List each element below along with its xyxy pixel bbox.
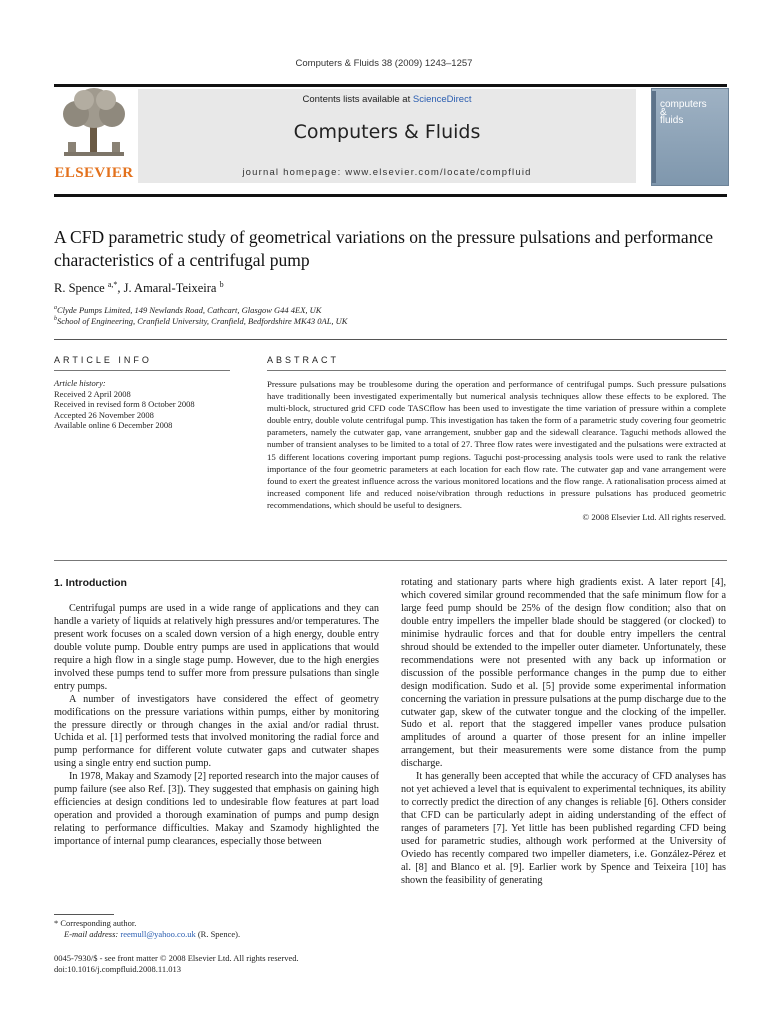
abstract-copyright: © 2008 Elsevier Ltd. All rights reserved. (582, 512, 726, 523)
body-paragraph: It has generally been accepted that while the accuracy of CFD analyses has not yet achieved a level that is equivalent to experimental techniques, its ability to correctly predict the direction of any changes is reliable [6]. Others consider that CFD can be particularly adept in aiding understanding of the effect of ranges of parameters [7]. Yet little has been published regarding CFD being used for parametric studies, although work performed at the University of Oviedo has recently compared two impeller diameters, i.e. González-Pérez et al. [8] and Blanco et al. [9]. Earlier work by Spence and Teixeira [10] has shown the feasibility of generating (401, 771, 726, 886)
body-paragraph: rotating and stationary parts where high gradients exist. A later report [4], which covered similar ground recommended that the safe minimum flow for a large feed pump should be 25% of the design flow condition; also that on double entry impellers the impeller blade should be staggered (or clocked) to minimise hydraulic forces and that for double entry impellers the central shroud should be extended to the impeller outer diameter. Unfortunately, these recommendations were not presented with any back up information or discussion of the possible performance changes in the pump due to either design modification. Sudo et al. [5] provide some experimental information concerning the variation in pressure pulsations at the pump discharge due to the cutwater gap, skew of the cutwater tongue and the clocking of the impeller. Sudo et al. report that the staggered impeller vanes produce pulsation amplitudes of around a quarter of those present for an inline impeller arrangement, but their measurements were some distance from the pump discharge. (401, 577, 726, 770)
author-affiliation-mark[interactable]: a,* (107, 280, 118, 289)
body-paragraph: Centrifugal pumps are used in a wide range of applications and they can handle a variety of liquids at relatively high pressures and/or temperatures. The present work focuses on a scaled down version of a high energy, double entry double volute pump. Double entry pumps are used in applications that would require a high flow in a single stage pump. However, due to the high energies involved these pumps tend to suffer more from pressure pulsations than single entry pumps. (54, 602, 379, 692)
body-paragraph: In 1978, Makay and Szamody [2] reported research into the major causes of pump failure (see also Ref. [3]). They suggested that emphasis on gaining high efficiencies at design conditions led to undesirable flow features at part load operation and provided a thorough examination of pumps and pump design relating to performance difficulties. Makay and Szamody highlighted the importance of internal pump clearances, especially those between (54, 771, 379, 848)
history-item: Available online 6 December 2008 (54, 420, 173, 430)
article-title: A CFD parametric study of geometrical variations on the pressure pulsations and performance characteristics of a centrifugal pump (54, 227, 713, 270)
journal-masthead (138, 89, 636, 183)
journal-cover-image (651, 88, 729, 186)
body-column-left (54, 577, 379, 849)
abstract-body (267, 378, 726, 523)
journal-homepage-link[interactable]: journal homepage: www.elsevier.com/locate/compfluid (242, 167, 532, 178)
journal-citation-line: Computers & Fluids 38 (2009) 1243–1257 (295, 58, 473, 69)
history-item: Received in revised form 8 October 2008 (54, 399, 195, 409)
corresponding-author-footnote (54, 918, 240, 940)
cover-spine (652, 91, 656, 183)
author-name: J. Amaral-Teixeira (123, 281, 217, 296)
article-info-heading: ARTICLE INFO (54, 355, 152, 365)
elsevier-logo-text: ELSEVIER (54, 165, 134, 181)
journal-title: Computers & Fluids (293, 121, 481, 143)
body-paragraph: A number of investigators have considered the effect of geometry modifications on the pressure variations within pumps, either by monitoring the pressure directly or through changes in the axial and/or radial thrust. Uchida et al. [1] performed tests that involved monitoring the radial force and pump performance for different volute cutwater gaps and cutwater shapes using a single entry end suction pump. (54, 693, 379, 770)
masthead-top-rule (54, 84, 727, 87)
page-footer (54, 953, 299, 975)
elsevier-logo (54, 86, 134, 182)
cover-title: computers & fluids (660, 99, 707, 126)
author-name: R. Spence (54, 281, 105, 296)
abstract-heading: ABSTRACT (267, 355, 340, 365)
affiliation-a: $^a$Clyde Pumps Limited, 149 Newlands Road, Cathcart, Glasgow G44 4EX, UK (54, 305, 322, 315)
abstract-rule (267, 370, 726, 371)
article-history (54, 378, 230, 431)
body-column-right (401, 577, 726, 888)
masthead-bottom-rule (54, 194, 727, 197)
email-label: E-mail address: (64, 929, 121, 939)
author-email-link[interactable]: reemull@yahoo.co.uk (120, 929, 196, 939)
affiliation-b: $^b$School of Engineering, Cranfield University, Cranfield, Bedfordshire MK43 0AL, UK (54, 316, 348, 326)
history-item: Received 2 April 2008 (54, 388, 131, 399)
abstract-bottom-rule (54, 560, 727, 561)
footnote-mark: * (54, 918, 59, 928)
section-title: 1. Introduction (54, 577, 127, 589)
abstract-text: Pressure pulsations may be troublesome during the operation and performance of centrifugal pumps. Such pressure pulsations have traditionally been investigated experimentally but numerical analysis techniques allow these effects to be explored. The multi-block, structured grid CFD code TASCflow has been used to investigate the time variation of pressure within a complete double entry, double volute centrifugal pump. This investigation has taken the form of a parametric study covering four geometric parameters, namely the cutwater gap, vane arrangement, snubber gap and the sidewall clearance. Taguchi methods allowed the number of transient analyses to be limited to a total of 27. Three flow rates were investigated and the pulsations were extracted at 15 different locations covering important pump regions. Taguchi post-processing analysis tools were used to rank the relative importance of the four geometric parameters at each location for each flow rate. The cutwater gap and vane arrangement were found to exert the greatest influence across the various monitored locations and the flow range. A rationalisation process aimed at increased component life and reduced noise/vibration through reductions in pressure pulsations has produced geometric recommendations, which should be useful to designers. (267, 379, 726, 510)
author-separator: , (117, 281, 124, 296)
history-label: Article history: (54, 378, 106, 388)
elsevier-tree-icon (54, 86, 134, 162)
email-suffix: (R. Spence). (195, 929, 241, 939)
contents-prefix: Contents lists available at (302, 94, 413, 105)
contents-available-line (138, 94, 636, 105)
footnote-corresponding: Corresponding author. (60, 918, 137, 928)
article-info-rule (54, 370, 230, 371)
section-divider (54, 339, 727, 340)
author-affiliation-mark[interactable]: b (219, 280, 224, 289)
footnote-rule (54, 914, 114, 915)
sciencedirect-link[interactable]: ScienceDirect (412, 94, 472, 105)
doi-line[interactable]: doi:10.1016/j.compfluid.2008.11.013 (54, 964, 181, 974)
author-list (54, 280, 224, 296)
front-matter-line: 0045-7930/$ - see front matter © 2008 Elsevier Ltd. All rights reserved. (54, 953, 299, 963)
history-item: Accepted 26 November 2008 (54, 409, 154, 420)
